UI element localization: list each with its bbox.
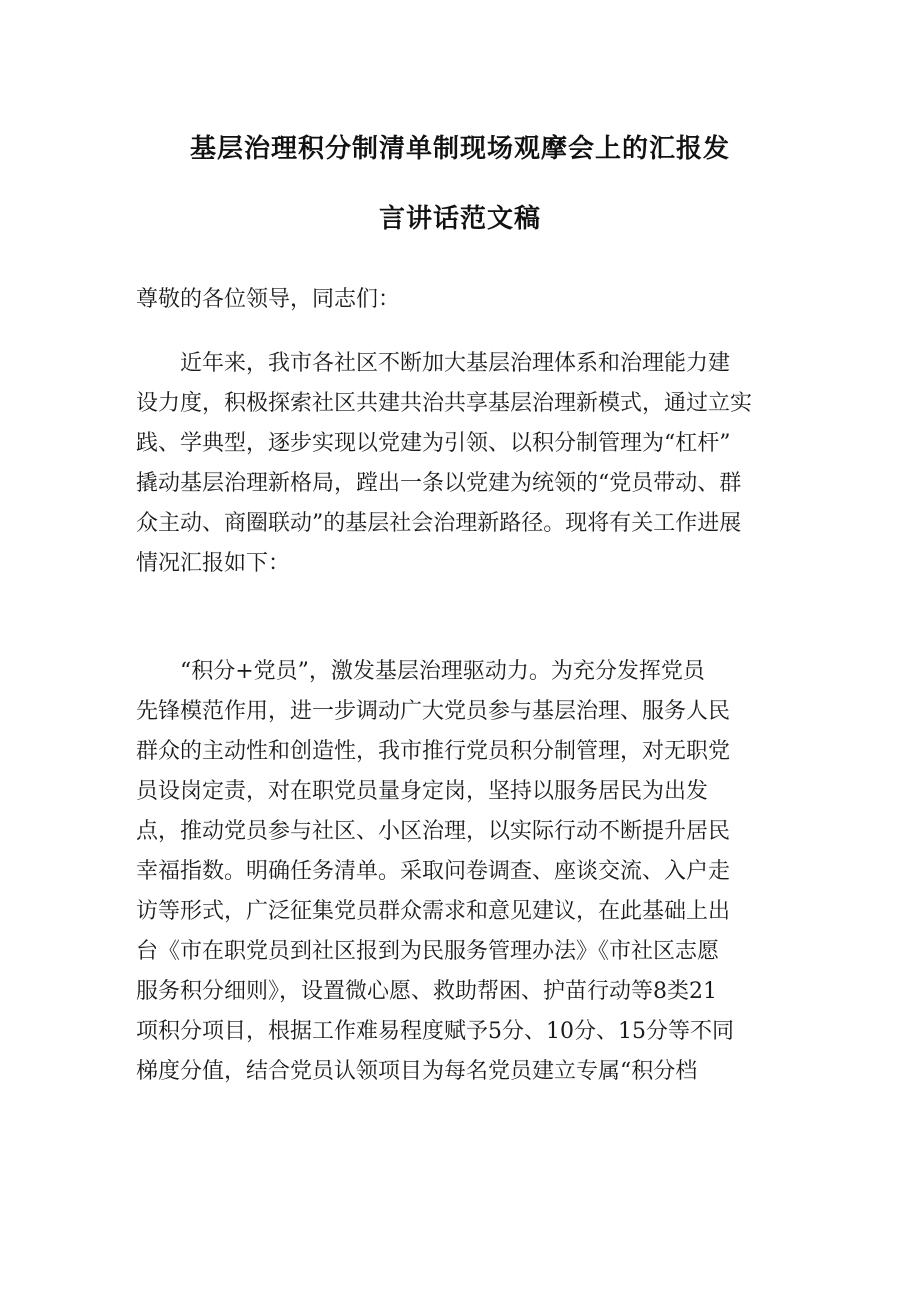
paragraph-line: 项积分项目，根据工作难易程度赋予5分、10分、15分等不同 bbox=[136, 1019, 734, 1044]
paragraph-line: 践、学典型，逐步实现以党建为引领、以积分制管理为“杠杆” bbox=[136, 431, 731, 456]
paragraph-line: 访等形式，广泛征集党员群众需求和意见建议，在此基础上出 bbox=[136, 899, 731, 924]
paragraph-points-party-members bbox=[136, 652, 786, 1092]
paragraph-line: 梯度分值，结合党员认领项目为每名党员建立专属“积分档 bbox=[136, 1059, 698, 1084]
paragraph-line: 幸福指数。明确任务清单。采取问卷调查、座谈交流、入户走 bbox=[136, 859, 731, 884]
paragraph-line: 众主动、商圈联动”的基层社会治理新路径。现将有关工作进展 bbox=[136, 511, 742, 536]
greeting: 尊敬的各位领导，同志们： bbox=[136, 287, 401, 312]
paragraph-line: “积分+党员”，激发基层治理驱动力。为充分发挥党员 bbox=[180, 659, 705, 684]
paragraph-line: 员设岗定责，对在职党员量身定岗，坚持以服务居民为出发 bbox=[136, 779, 709, 804]
paragraph-line: 台《市在职党员到社区报到为民服务管理办法》《市社区志愿 bbox=[136, 939, 720, 964]
paragraph-intro bbox=[136, 344, 786, 584]
paragraph-line: 群众的主动性和创造性，我市推行党员积分制管理，对无职党 bbox=[136, 739, 731, 764]
paragraph-line: 先锋模范作用，进一步调动广大党员参与基层治理、服务人民 bbox=[136, 699, 731, 724]
paragraph-line: 情况汇报如下： bbox=[136, 551, 291, 576]
paragraph-line: 点，推动党员参与社区、小区治理，以实际行动不断提升居民 bbox=[136, 819, 731, 844]
document-title-line-2: 言讲话范文稿 bbox=[378, 204, 541, 234]
paragraph-line: 设力度，积极探索社区共建共治共享基层治理新模式，通过立实 bbox=[136, 391, 753, 416]
paragraph-line: 服务积分细则》，设置微心愿、救助帮困、护苗行动等8类21 bbox=[136, 979, 717, 1004]
document-title-line-1: 基层治理积分制清单制现场观摩会上的汇报发 bbox=[189, 134, 730, 164]
paragraph-line: 撬动基层治理新格局，蹚出一条以党建为统领的“党员带动、群 bbox=[136, 471, 742, 496]
paragraph-line: 近年来，我市各社区不断加大基层治理体系和治理能力建 bbox=[180, 351, 731, 376]
